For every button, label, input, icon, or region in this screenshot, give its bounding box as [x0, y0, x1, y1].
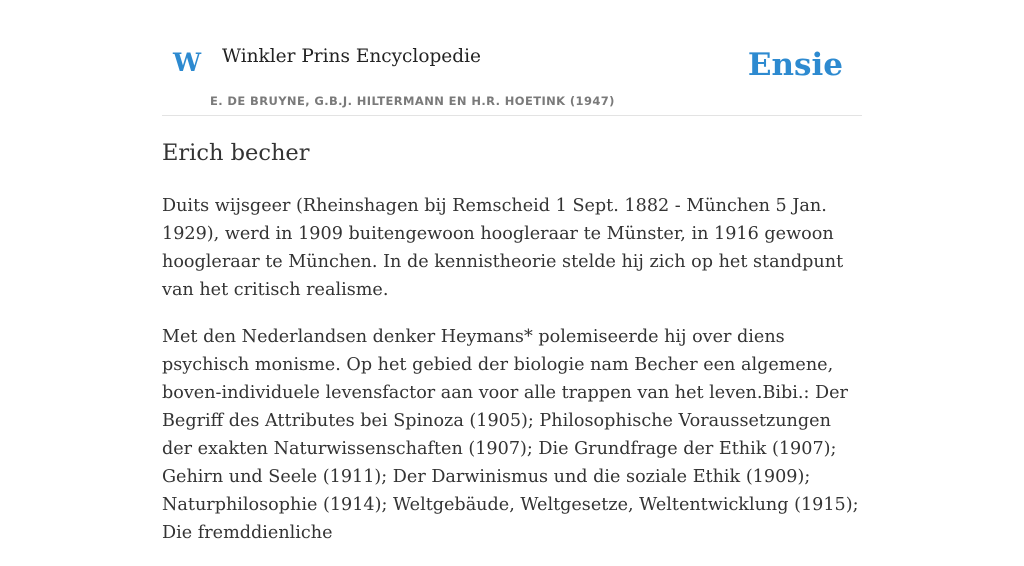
authors-line: E. DE BRUYNE, G.B.J. HILTERMANN EN H.R. HOETINK (1947)	[210, 94, 615, 108]
brand-logo[interactable]: Ensie	[747, 47, 843, 83]
site-header	[162, 36, 862, 116]
article-title: Erich becher	[162, 140, 310, 166]
site-title[interactable]: Winkler Prins Encyclopedie	[222, 46, 481, 67]
logo-icon[interactable]: W	[173, 48, 202, 77]
paragraph-2: Met den Nederlandsen denker Heymans* polemiseerde hij over diens psychisch monisme. Op het gebied der biologie nam Becher een algemene, boven-individuele levensfactor aan voor alle trappen van het leven.Bibi.: Der Begriff des Attributes bei Spinoza (1905); Philosophische Voraussetzungen der exakten Naturwissenschaften (1907); Die Grundfrage der Ethik (1907); Gehirn und Seele (1911); Der Darwinismus und die soziale Ethik (1909); Naturphilosophie (1914); Weltgebäude, Weltgesetze, Weltentwicklung (1915); Die fremddienliche	[162, 327, 859, 543]
paragraph-1: Duits wijsgeer (Rheinshagen bij Remscheid 1 Sept. 1882 - München 5 Jan. 1929), werd in 1909 buitengewoon hoogleraar te Münster, in 1916 gewoon hoogleraar te München. In de kennistheorie stelde hij zich op het standpunt van het critisch realisme.	[162, 196, 844, 300]
article-body	[162, 192, 866, 566]
